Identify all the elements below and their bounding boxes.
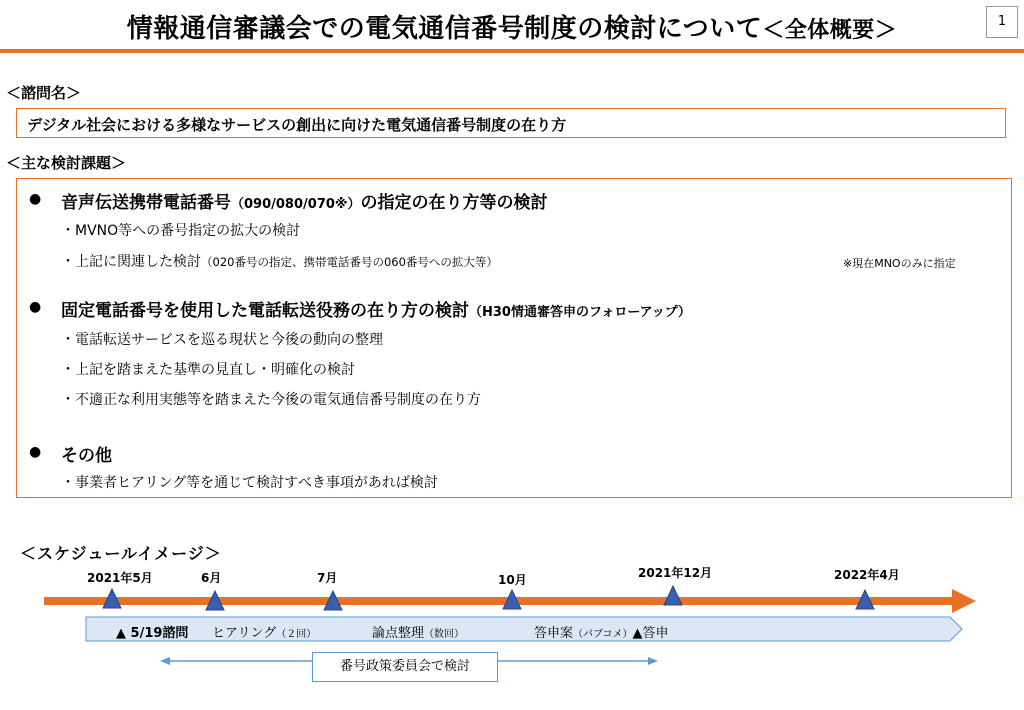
bar-step-inquiry-text: ▲ 5/19諮問 xyxy=(116,626,189,641)
milestone-date: 10月 xyxy=(498,573,527,587)
header-divider xyxy=(0,49,1024,53)
bar-step-draft-note: （パブコメ） xyxy=(573,629,633,640)
topic3-heading: その他 xyxy=(61,446,112,466)
topic1-heading-tail: の指定の在り方等の検討 xyxy=(360,193,548,213)
milestone-triangle-icon xyxy=(664,586,682,605)
milestone-date: 2021年5月 xyxy=(87,571,153,585)
inquiry-text: デジタル社会における多様なサービスの創出に向けた電気通信番号制度の在り方 xyxy=(27,116,567,134)
page-number: 1 xyxy=(986,6,1018,38)
bar-step-draft xyxy=(534,622,669,641)
timeline-arrow-shaft xyxy=(44,597,954,605)
milestone-date: 2021年12月 xyxy=(638,566,713,580)
timeline-arrow-head-icon xyxy=(952,589,976,613)
bar-step-issues-text: 論点整理 xyxy=(372,626,425,641)
topic1-item2-note: （020番号の指定、携帯電話番号の060番号への拡大等） xyxy=(201,255,498,269)
bar-step-hearing xyxy=(212,622,316,641)
topic1-item xyxy=(61,251,498,271)
bullet-icon: ● xyxy=(29,299,42,315)
schedule-label: ＜スケジュールイメージ＞ xyxy=(20,544,222,563)
topic1-item: ・MVNO等への番号指定の拡大の検討 xyxy=(61,223,301,239)
bullet-icon: ● xyxy=(29,191,42,207)
bullet-icon: ● xyxy=(29,444,42,460)
topic2-heading-paren: （H30情通審答申のフォローアップ） xyxy=(469,305,691,320)
topic2-item: ・上記を踏まえた基準の見直し・明確化の検討 xyxy=(61,362,355,378)
topic2-item: ・不適正な利用実態等を踏まえた今後の電気通信番号制度の在り方 xyxy=(61,392,481,408)
inquiry-box xyxy=(16,108,1006,138)
bar-step-inquiry xyxy=(116,622,188,641)
bar-step-report-text: ▲答申 xyxy=(632,626,669,641)
topic3-item: ・事業者ヒアリング等を通じて検討すべき事項があれば検討 xyxy=(61,475,438,491)
topic2-heading-main: 固定電話番号を使用した電話転送役務の在り方の検討 xyxy=(61,301,469,321)
bar-step-issues-note: （数回） xyxy=(424,629,465,640)
left-arrow-icon xyxy=(160,657,170,665)
milestone-date: 7月 xyxy=(317,571,338,585)
topic1-heading xyxy=(61,188,548,213)
bar-step-hearing-text: ヒアリング xyxy=(212,626,277,641)
topic1-heading-main: 音声伝送携帯電話番号 xyxy=(61,193,231,213)
page-title-main: 情報通信審議会での電気通信番号制度の検討について xyxy=(126,14,763,44)
page-title-sub: ＜全体概要＞ xyxy=(762,18,898,43)
committee-label: 番号政策委員会で検討 xyxy=(312,652,498,682)
topic1-footnote: ※現在MNOのみに指定 xyxy=(843,257,956,270)
topic2-heading xyxy=(61,296,691,321)
inquiry-label: ＜諮問名＞ xyxy=(6,84,82,102)
bar-step-draft-text: 答申案 xyxy=(534,626,574,641)
topic2-item: ・電話転送サービスを巡る現状と今後の動向の整理 xyxy=(61,332,383,348)
issues-box xyxy=(16,178,1012,498)
bar-step-issues xyxy=(372,622,464,641)
right-arrow-icon xyxy=(648,657,658,665)
milestone-date: 2022年4月 xyxy=(834,568,900,582)
bar-step-hearing-note: （２回） xyxy=(276,629,317,640)
issues-label: ＜主な検討課題＞ xyxy=(6,154,127,172)
topic1-heading-paren: （090/080/070※） xyxy=(231,197,361,212)
page-title xyxy=(0,8,1024,45)
milestone-date: 6月 xyxy=(201,571,222,585)
timeline-graphic xyxy=(0,580,1024,710)
topic1-item2-text: ・上記に関連した検討 xyxy=(61,254,201,270)
